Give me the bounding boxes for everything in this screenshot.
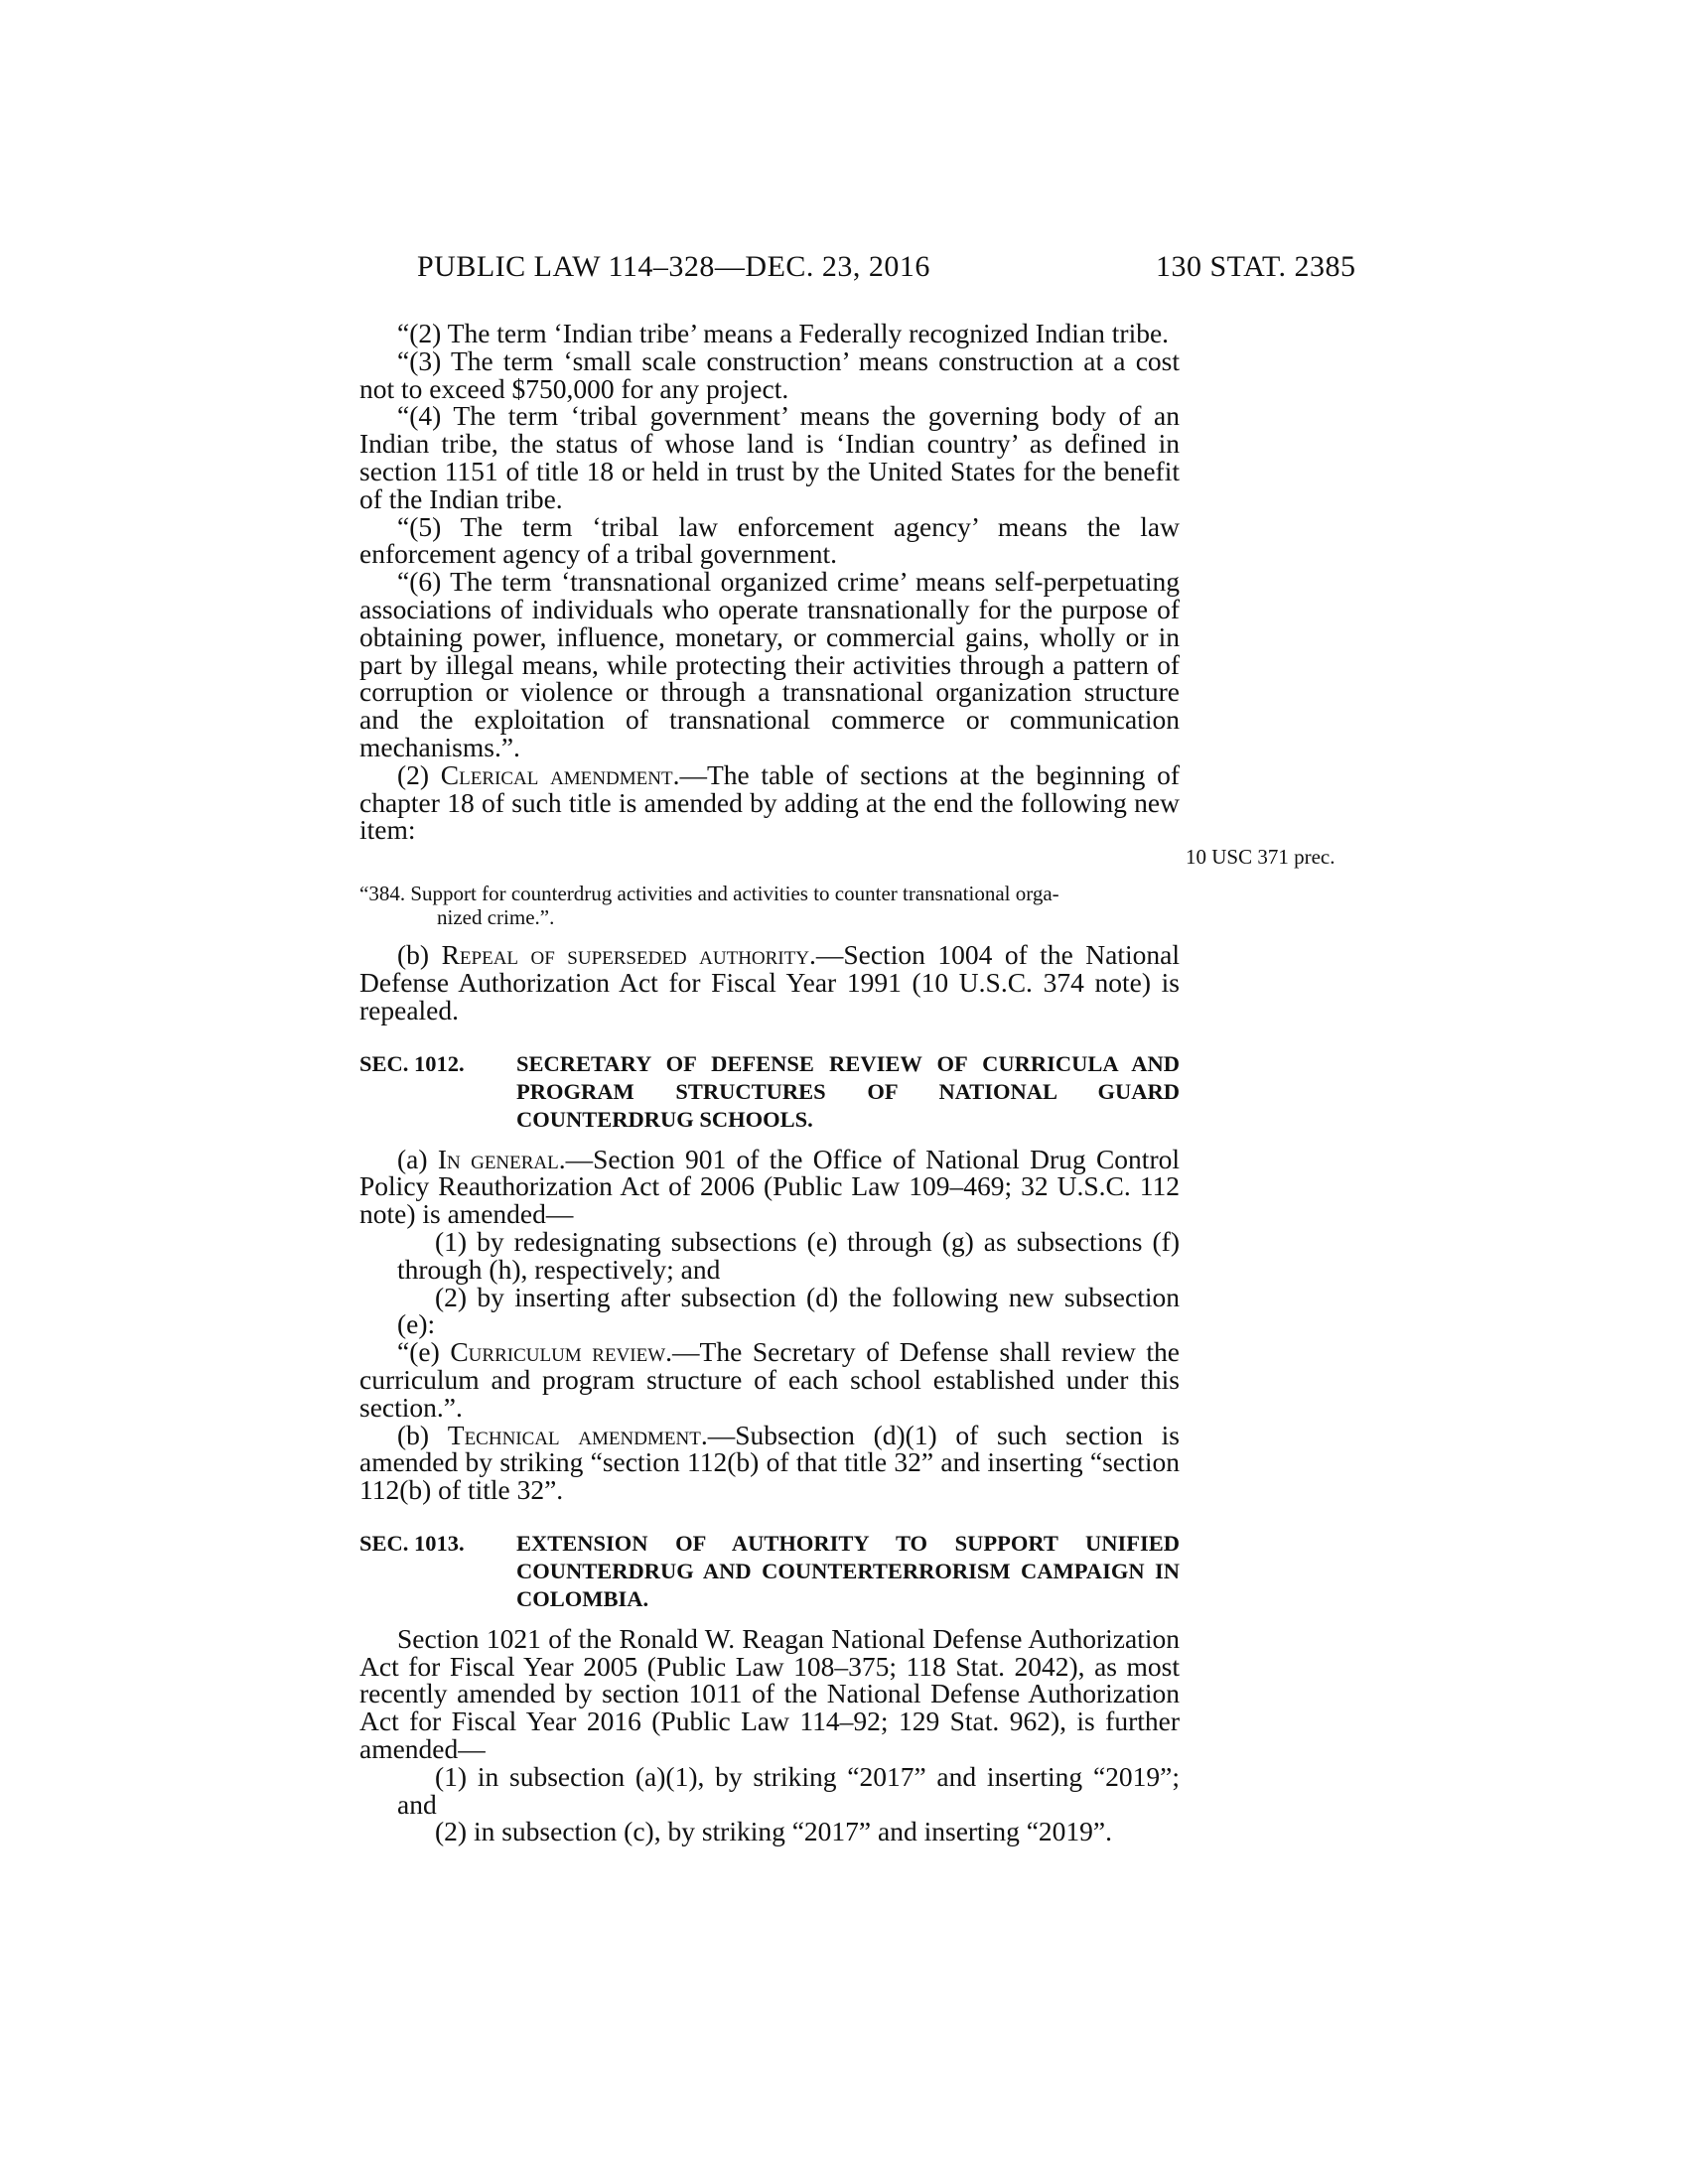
margin-note: 10 USC 371 prec. xyxy=(1186,845,1336,869)
subsection-b-paragraph: (b) Technical amendment.—Subsection (d)(1) of such section is amended by striking “section 112(b) of that title 32” and inserting “section 112(b) of title 32”. xyxy=(359,1419,1181,1506)
header-stat-page: 130 STAT. 2385 xyxy=(1156,250,1356,283)
section-1012-heading xyxy=(359,1050,1180,1134)
subsection-heading: Curriculum review xyxy=(450,1336,666,1368)
subsection-a-paragraph: (a) In general.—Section 901 of the Office of National Drug Control Policy Reauthorization Act of 2006 (Public Law 109–469; 32 U.S.C. 112 note) is amended— xyxy=(359,1143,1180,1230)
section-1013-intro: Section 1021 of the Ronald W. Reagan National Defense Authorization Act for Fiscal Year 2005 (Public Law 108–375; 118 Stat. 2042), as most recently amended by section 1011 of the National Defense Authorization Act for Fiscal Year 2016 (Public Law 114–92; 129 Stat. 962), is further amended— xyxy=(359,1622,1180,1765)
paragraph-item: (1) by redesignating subsections (e) through (g) as subsections (f) through (h), respectively; and xyxy=(397,1225,1180,1285)
definition-paragraph: “(4) The term ‘tribal government’ means the governing body of an Indian tribe, the status of whose land is ‘Indian country’ as defined in section 1151 of title 18 or held in trust by the United States for the benefit of the Indian tribe. xyxy=(359,400,1180,514)
definition-paragraph: “(5) The term ‘tribal law enforcement agency’ means the law enforcement agency of a tribal government. xyxy=(359,510,1180,570)
clerical-amendment-paragraph: (2) Clerical amendment.—The table of sections at the beginning of chapter 18 of such title is amended by adding at the end the following new item: xyxy=(359,758,1180,846)
table-of-sections-item: “384. Support for counterdrug activities and activities to counter transnational orga- xyxy=(359,882,1059,906)
section-title: EXTENSION OF AUTHORITY TO SUPPORT UNIFIED COUNTERDRUG AND COUNTERTERRORISM CAMPAIGN IN COLOMBIA. xyxy=(516,1530,1180,1611)
table-of-sections-item-continued: nized crime.”. xyxy=(437,905,555,930)
header-title: PUBLIC LAW 114–328—DEC. 23, 2016 xyxy=(417,250,930,283)
repeal-number: (b) xyxy=(397,939,430,971)
paragraph-item: (2) in subsection (c), by striking “2017” and inserting “2019”. xyxy=(435,1816,1112,1847)
subsection-heading: Technical amendment xyxy=(447,1419,701,1450)
section-label: SEC. 1013. xyxy=(359,1530,465,1556)
paragraph-item: (1) in subsection (a)(1), by striking “2017” and inserting “2019”; and xyxy=(397,1760,1180,1820)
subsection-text: The Secretary of Defense shall review the curriculum and program structure of each school established under this section.”. xyxy=(359,1336,1180,1423)
quoted-subsection-e: “(e) Curriculum review.—The Secretary of Defense shall review the curriculum and program structure of each school established under this section.”. xyxy=(359,1336,1180,1423)
definition-paragraph: “(6) The term ‘transnational organized crime’ means self-perpetuating associations of individuals who operate transnationally for the purpose of obtaining power, influence, monetary, or commercial gains, wholly or in part by illegal means, while protecting their activities through a pattern of corruption or violence or through a transnational organization structure and the exploitation of transnational commerce or communication mechanisms.”. xyxy=(359,566,1180,762)
definition-paragraph: “(2) The term ‘Indian tribe’ means a Federally recognized Indian tribe. xyxy=(397,318,1170,348)
subsection-text: Subsection (d)(1) of such section is amended by striking “section 112(b) of that title 32” and inserting “section 112(b) of title 32”. xyxy=(359,1419,1181,1506)
repeal-text: Section 1004 of the National Defense Authorization Act for Fiscal Year 1991 (10 U.S.C. 374 note) is repealed. xyxy=(359,939,1180,1025)
repeal-heading: Repeal of superseded authority xyxy=(441,939,809,971)
clerical-amendment-heading: Clerical amendment xyxy=(440,758,673,790)
paragraph-item: (2) by inserting after subsection (d) the following new subsection (e): xyxy=(397,1281,1180,1340)
running-header xyxy=(0,250,1688,286)
section-label: SEC. 1012. xyxy=(359,1050,465,1076)
section-title: SECRETARY OF DEFENSE REVIEW OF CURRICULA AND PROGRAM STRUCTURES OF NATIONAL GUARD COUNTERDRUG SCHOOLS. xyxy=(516,1050,1180,1132)
subsection-number: (b) xyxy=(397,1419,430,1450)
clerical-amendment-number: (2) xyxy=(397,758,430,790)
section-1013-heading xyxy=(359,1530,1180,1613)
subsection-number: (a) xyxy=(397,1143,428,1174)
subsection-heading: In general xyxy=(437,1143,559,1174)
definition-paragraph: “(3) The term ‘small scale construction’ means construction at a cost not to exceed $750,000 for any project. xyxy=(359,344,1180,404)
document-body xyxy=(359,320,1180,1845)
repeal-paragraph: (b) Repeal of superseded authority.—Section 1004 of the National Defense Authorization Act for Fiscal Year 1991 (10 U.S.C. 374 note) is repealed. xyxy=(359,939,1180,1025)
clerical-amendment-text: The table of sections at the beginning of chapter 18 of such title is amended by adding at the end the following new item: xyxy=(359,758,1180,846)
subsection-text: Section 901 of the Office of National Drug Control Policy Reauthorization Act of 2006 (Public Law 109–469; 32 U.S.C. 112 note) is amended— xyxy=(359,1143,1180,1230)
subsection-number: “(e) xyxy=(397,1336,440,1368)
